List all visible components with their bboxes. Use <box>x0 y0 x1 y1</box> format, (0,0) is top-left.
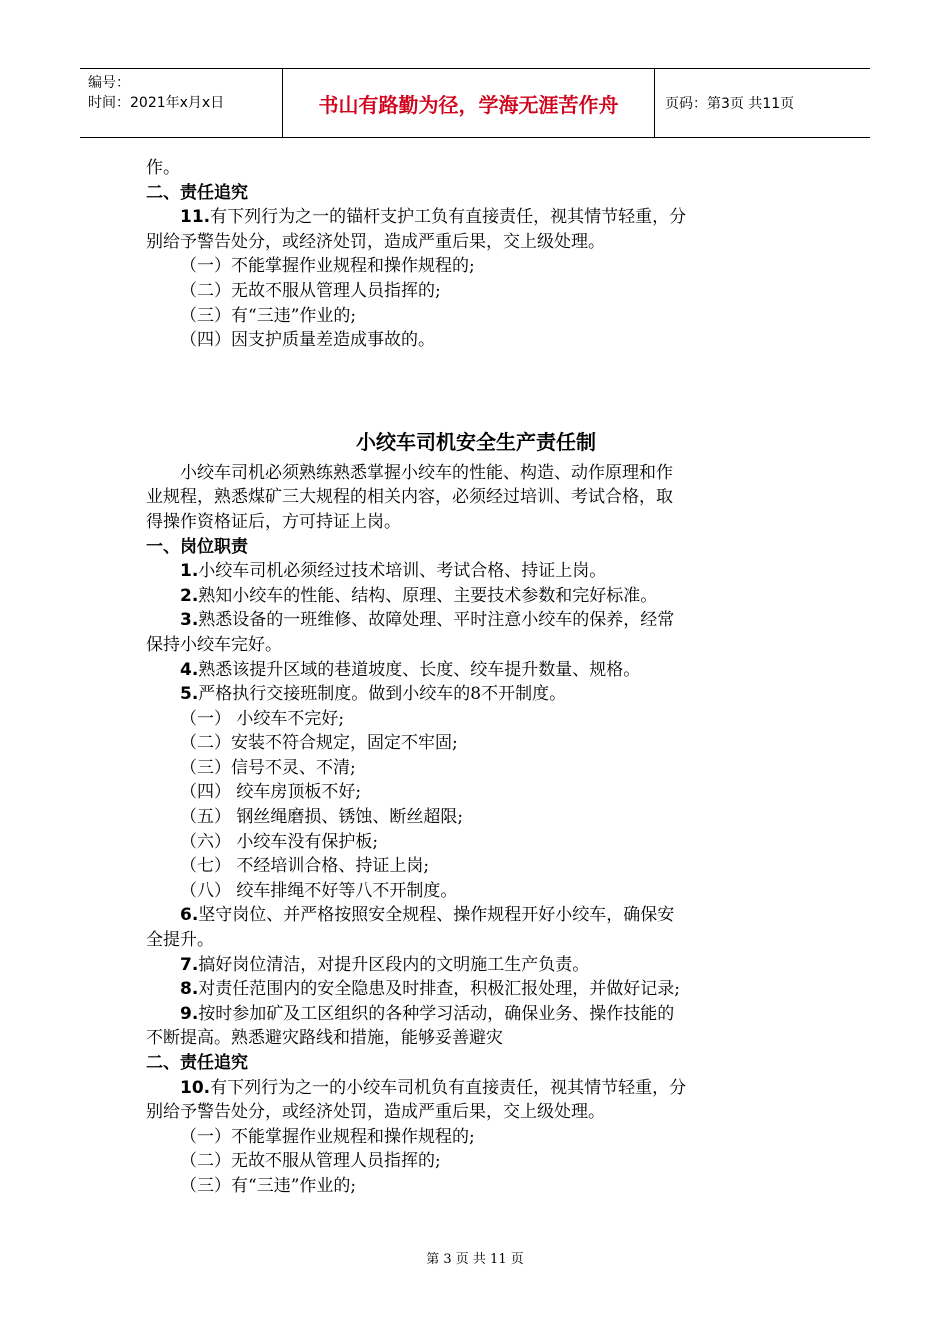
duty-item: 3.熟悉设备的一班维修、故障处理、平时注意小绞车的保养，经常 <box>180 610 675 631</box>
section-heading: 一、岗位职责 <box>146 536 248 557</box>
list-item: （三）有“三违”作业的; <box>180 305 357 326</box>
date-label: 时间：2021年x月x日 <box>88 95 225 111</box>
paragraph-10-cont: 别给予警告处分，或经济处罚，造成严重后果，交上级处理。 <box>146 1102 605 1123</box>
intro-line: 业规程，熟悉煤矿三大规程的相关内容，必须经过培训、考试合格，取 <box>146 487 673 508</box>
list-item: （六） 小绞车没有保护板; <box>180 831 379 852</box>
duty-item: 6.坚守岗位、并严格按照安全规程、操作规程开好小绞车，确保安 <box>180 905 675 926</box>
list-item: （三）信号不灵、不清; <box>180 757 356 778</box>
list-item: （八） 绞车排绳不好等八不开制度。 <box>180 880 458 901</box>
list-item: （二）无故不服从管理人员指挥的; <box>180 1151 441 1172</box>
duty-item: 1.小绞车司机必须经过技术培训、考试合格、持证上岗。 <box>180 561 607 582</box>
list-item: （二）无故不服从管理人员指挥的; <box>180 280 441 301</box>
duty-item: 9.按时参加矿及工区组织的各种学习活动，确保业务、操作技能的 <box>180 1003 675 1024</box>
duty-item-cont: 保持小绞车完好。 <box>146 634 282 655</box>
list-item: （一）不能掌握作业规程和操作规程的; <box>180 256 475 277</box>
duty-item-cont: 不断提高。熟悉避灾路线和措施，能够妥善避灾 <box>146 1028 503 1049</box>
page-footer: 第 3 页 共 11 页 <box>426 1252 524 1267</box>
duty-item: 4.熟悉该提升区域的巷道坡度、长度、绞车提升数量、规格。 <box>180 659 641 680</box>
list-item: （三）有“三违”作业的; <box>180 1175 357 1196</box>
list-item: （七） 不经培训合格、持证上岗; <box>180 856 430 877</box>
header-meta <box>80 69 282 137</box>
motto: 书山有路勤为径，学海无涯苦作舟 <box>282 69 655 137</box>
list-item: （二）安装不符合规定，固定不牢固; <box>180 733 458 754</box>
paragraph-11: 11.有下列行为之一的锚杆支护工负有直接责任，视其情节轻重，分 <box>180 207 687 228</box>
paragraph-10: 10.有下列行为之一的小绞车司机负有直接责任，视其情节轻重，分 <box>180 1077 687 1098</box>
document-title: 小绞车司机安全生产责任制 <box>356 429 596 454</box>
page-header <box>80 68 870 138</box>
intro-line: 得操作资格证后，方可持证上岗。 <box>146 511 401 532</box>
duty-item: 7.搞好岗位清洁，对提升区段内的文明施工生产负责。 <box>180 954 590 975</box>
continuation-line: 作。 <box>146 158 180 178</box>
number-label: 编号： <box>88 75 130 91</box>
duty-item: 2.熟知小绞车的性能、结构、原理、主要技术参数和完好标准。 <box>180 585 658 606</box>
paragraph-number: 11. <box>180 207 211 228</box>
duty-item: 8.对责任范围内的安全隐患及时排查，积极汇报处理，并做好记录; <box>180 979 681 1000</box>
list-item: （五） 钢丝绳磨损、锈蚀、断丝超限; <box>180 807 464 828</box>
page-label: 页码：第3页 共11页 <box>665 96 795 112</box>
intro-line: 小绞车司机必须熟练熟悉掌握小绞车的性能、构造、动作原理和作 <box>180 462 673 483</box>
paragraph-11-cont: 别给予警告处分，或经济处罚，造成严重后果，交上级处理。 <box>146 231 605 252</box>
list-item: （一）不能掌握作业规程和操作规程的; <box>180 1126 475 1147</box>
section-heading: 二、责任追究 <box>146 182 248 203</box>
list-item: （四） 绞车房顶板不好; <box>180 782 362 803</box>
section-heading: 二、责任追究 <box>146 1053 248 1073</box>
duty-item: 5.严格执行交接班制度。做到小绞车的8不开制度。 <box>180 684 567 705</box>
document-body <box>146 156 806 1199</box>
list-item: （一） 小绞车不完好; <box>180 708 345 729</box>
list-item: （四）因支护质量差造成事故的。 <box>180 330 435 351</box>
duty-item-cont: 全提升。 <box>146 930 214 951</box>
